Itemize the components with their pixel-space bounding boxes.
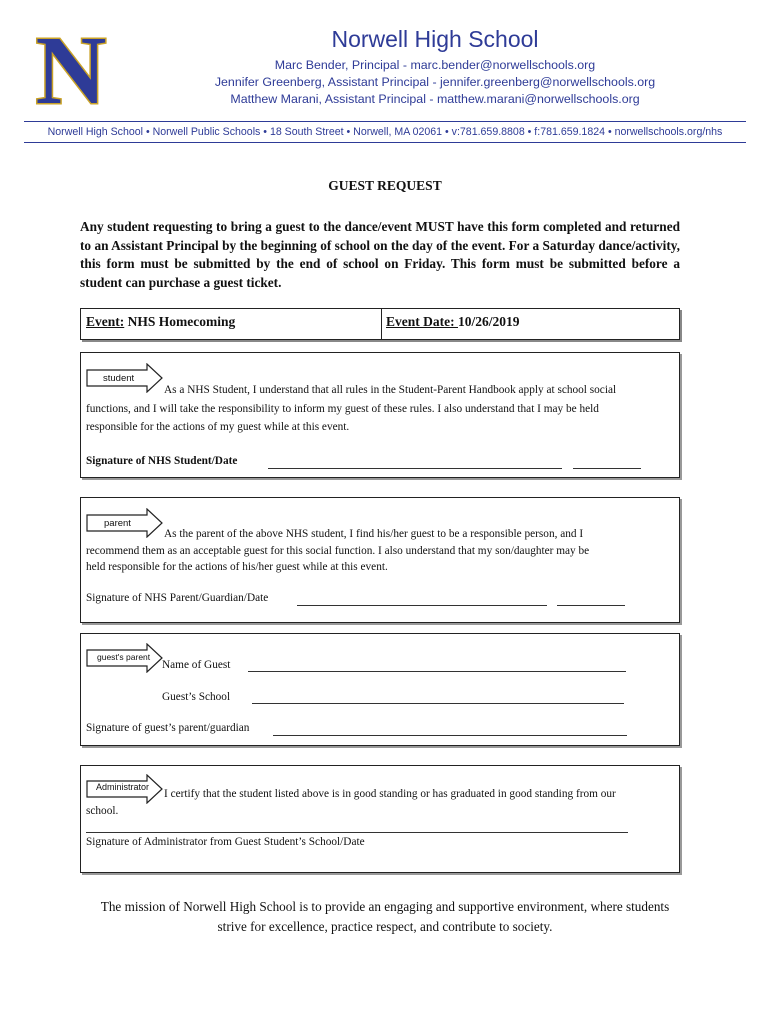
header-rule-top xyxy=(24,121,746,122)
event-field xyxy=(86,314,235,330)
administrator-signature-line[interactable] xyxy=(86,832,628,833)
mission-line-1: The mission of Norwell High School is to provide an engaging and supportive environment, where students xyxy=(100,899,670,914)
student-text-line-2: functions, and I will take the responsibility to inform my guest of these rules. I also understand that I may be held xyxy=(86,403,599,415)
parent-date-line[interactable] xyxy=(557,605,625,606)
event-label: Event: xyxy=(86,314,125,329)
parent-signature-line[interactable] xyxy=(297,605,547,606)
administrator-text-line-1: I certify that the student listed above is in good standing or has graduated in good standing from our xyxy=(164,788,616,800)
administrator-signature-label: Signature of Administrator from Guest Student’s School/Date xyxy=(86,836,365,848)
guest-parent-signature-label: Signature of guest’s parent/guardian xyxy=(86,722,250,734)
student-signature-label: Signature of NHS Student/Date xyxy=(86,455,238,467)
form-title: GUEST REQUEST xyxy=(328,178,442,193)
intro-paragraph: Any student requesting to bring a guest to the dance/event MUST have this form completed and returned to an Assistant Principal by the beginning of school on the day of the event. For a Saturday dance/activity, this form must be submitted by the end of school on Friday. This form must be submitted before a student can purchase a guest ticket. xyxy=(80,219,680,290)
guest-school-label: Guest’s School xyxy=(162,691,231,703)
school-logo xyxy=(28,25,114,111)
student-text-line-3: responsible for the actions of my guest while at this event. xyxy=(86,421,350,433)
event-date-label: Event Date: xyxy=(386,314,458,329)
guest-school-line[interactable] xyxy=(252,703,624,704)
mission-statement xyxy=(60,897,710,937)
student-tag: student xyxy=(103,373,135,384)
contact-principal: Marc Bender, Principal - marc.bender@norwellschools.org xyxy=(274,58,596,72)
parent-text-line-1: As the parent of the above NHS student, I find his/her guest to be a responsible person, and I xyxy=(164,528,584,540)
event-date-field xyxy=(386,314,520,330)
student-signature-line[interactable] xyxy=(268,468,562,469)
student-text-line-1: As a NHS Student, I understand that all rules in the Student-Parent Handbook apply at school social xyxy=(164,384,617,396)
header-rule-bottom xyxy=(24,142,746,143)
guest-parent-tag: guest's parent xyxy=(97,652,151,662)
guest-name-label: Name of Guest xyxy=(162,659,231,671)
administrator-tag: Administrator xyxy=(96,782,150,792)
guest-name-line[interactable] xyxy=(248,671,626,672)
event-divider xyxy=(381,308,382,339)
event-value: NHS Homecoming xyxy=(124,314,236,329)
contact-assistant-principal-2: Matthew Marani, Assistant Principal - matthew.marani@norwellschools.org xyxy=(230,92,640,106)
logo-letter: N xyxy=(35,25,107,111)
administrator-section xyxy=(80,765,680,873)
school-name: Norwell High School xyxy=(331,26,539,52)
contact-assistant-principal-1: Jennifer Greenberg, Assistant Principal - jennifer.greenberg@norwellschools.org xyxy=(214,75,656,89)
address-line: Norwell High School • Norwell Public Schools • 18 South Street • Norwell, MA 02061 • v:781.659.8808 • f:781.659.1824 • norwellschools.org/nhs xyxy=(47,126,723,138)
mission-line-2: strive for excellence, practice respect, and contribute to society. xyxy=(217,919,553,934)
parent-text-line-3: held responsible for the actions of his/her guest while at this event. xyxy=(86,561,388,573)
student-date-line[interactable] xyxy=(573,468,641,469)
guest-parent-signature-line[interactable] xyxy=(273,735,627,736)
event-date-value: 10/26/2019 xyxy=(457,314,520,329)
parent-signature-label: Signature of NHS Parent/Guardian/Date xyxy=(86,592,269,604)
parent-tag: parent xyxy=(104,518,131,529)
parent-text-line-2: recommend them as an acceptable guest for this social function. I also understand that my son/daughter may be xyxy=(86,545,590,557)
administrator-text-line-2: school. xyxy=(86,805,119,817)
